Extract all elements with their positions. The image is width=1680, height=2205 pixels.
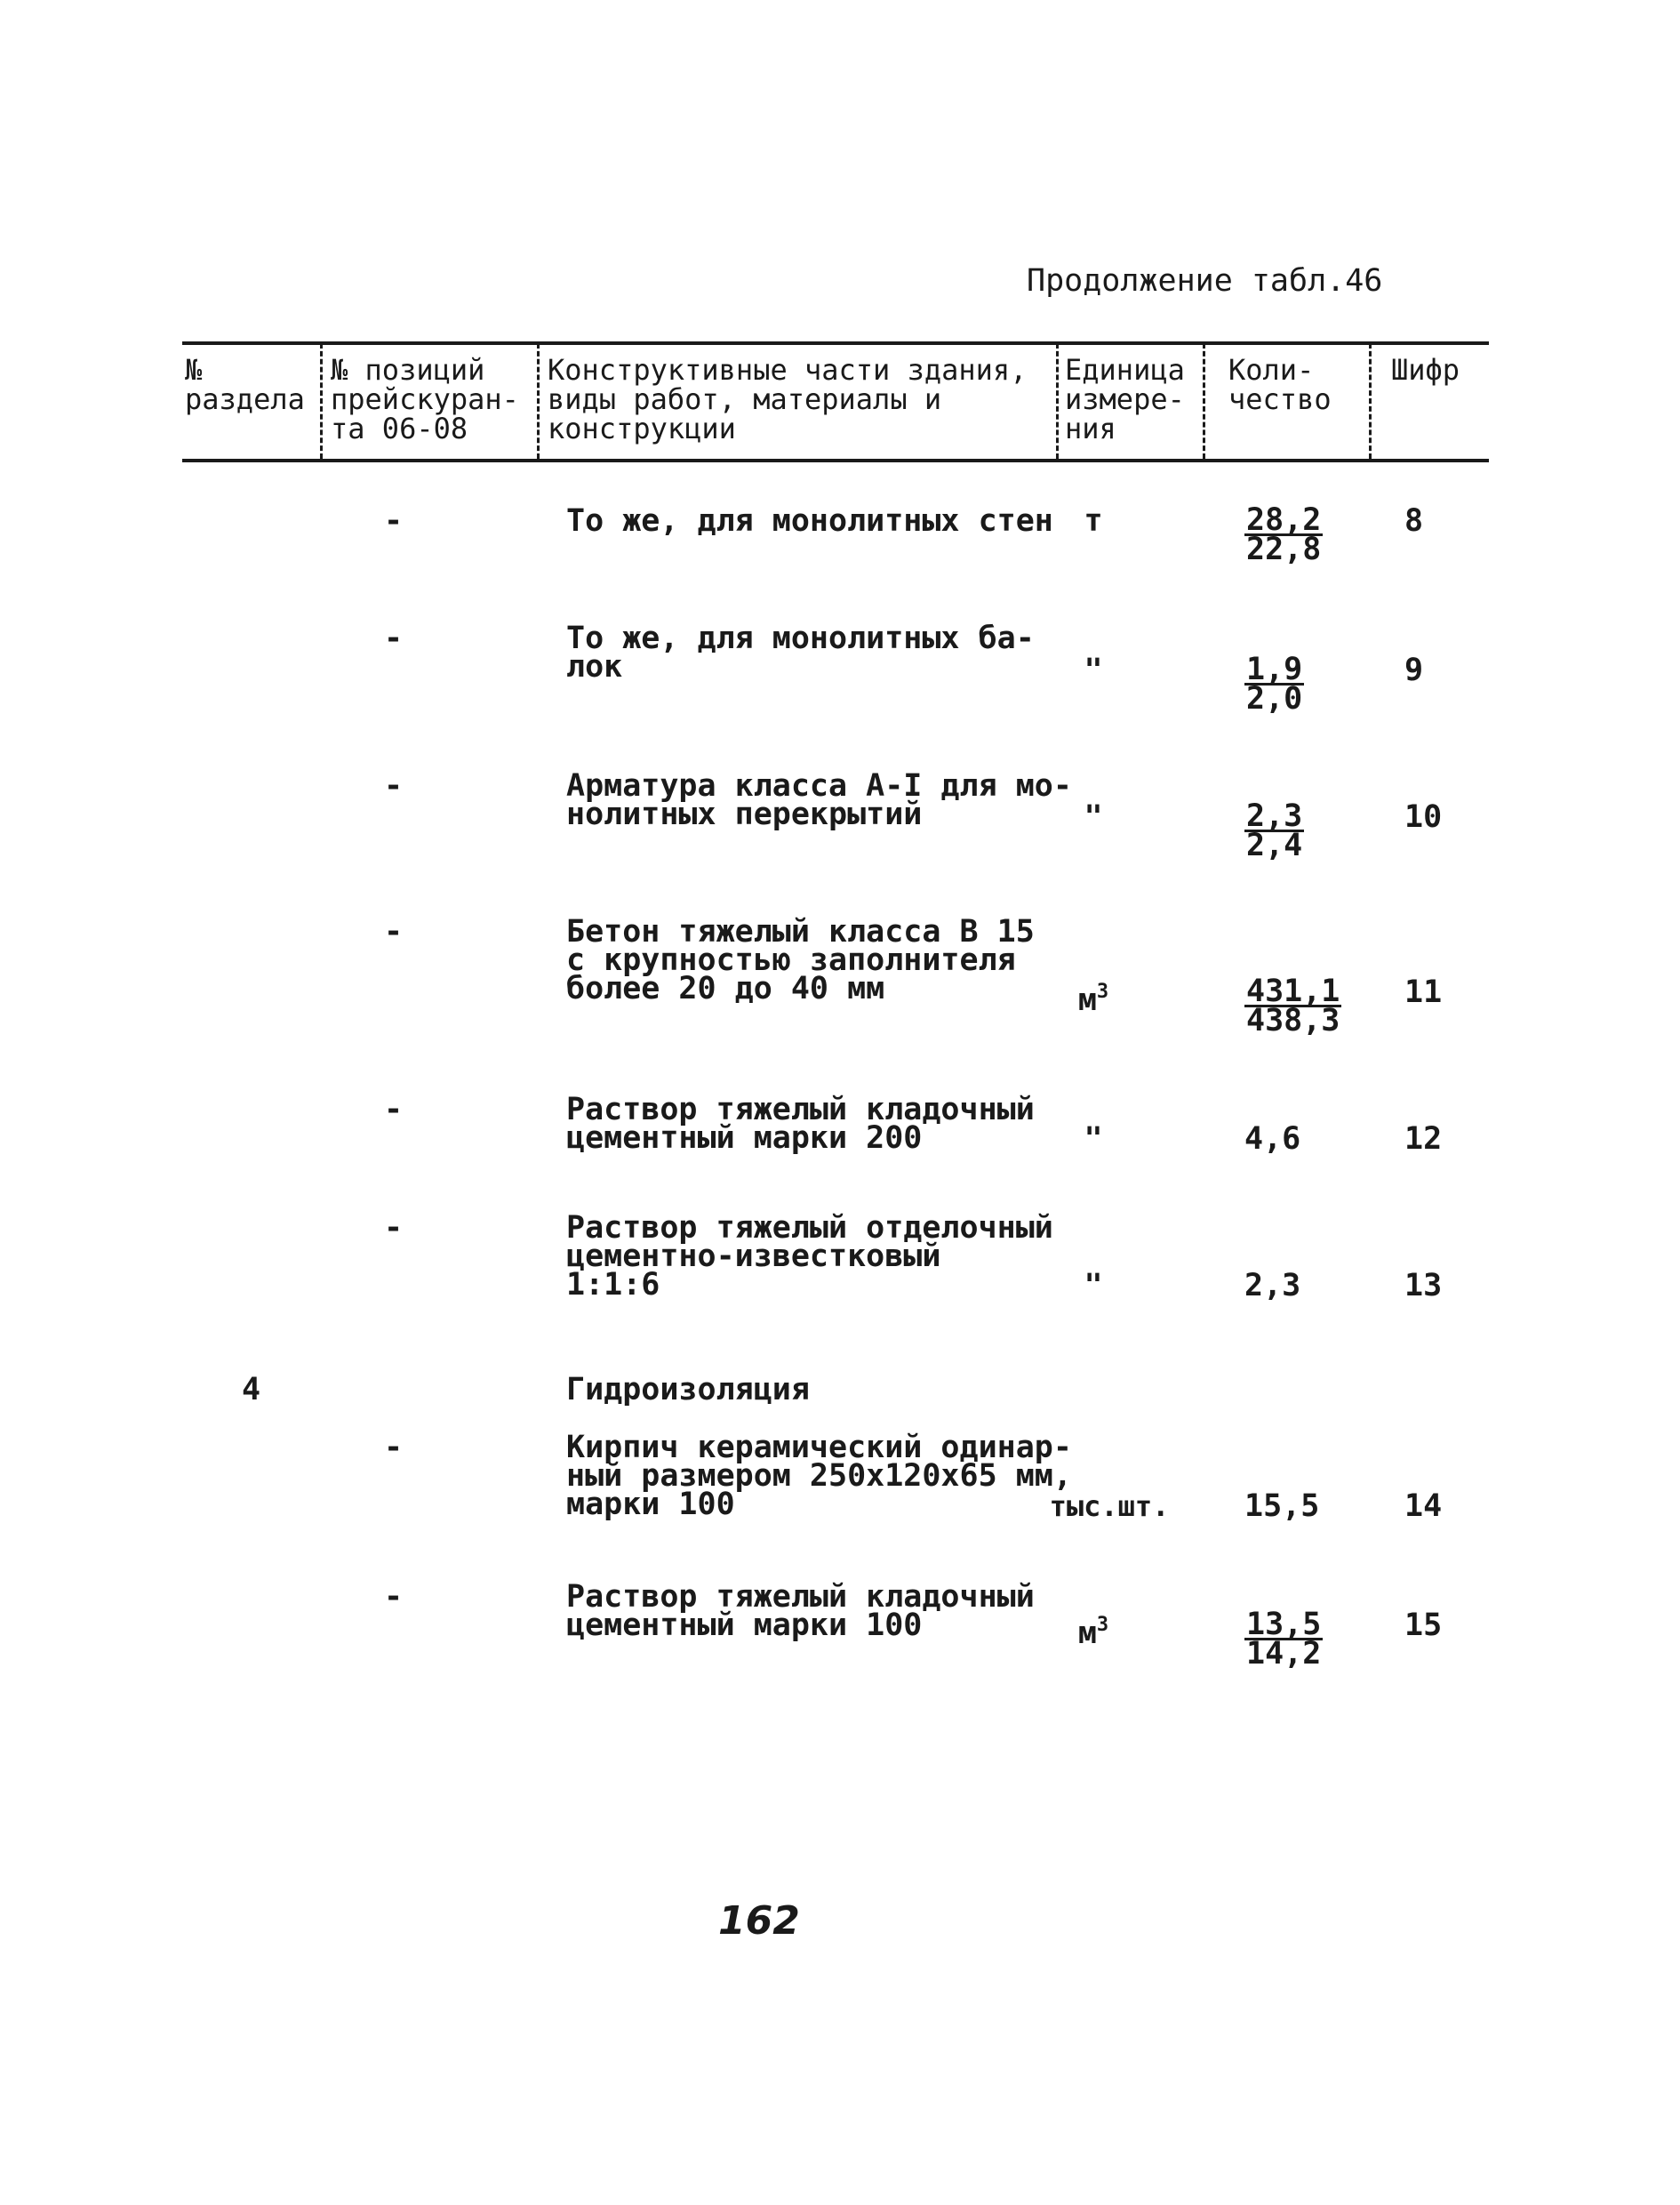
description-line: То же, для монолитных ба-: [566, 621, 1035, 656]
row-quantity: 15,5: [1244, 1488, 1320, 1524]
row-unit: ": [1084, 653, 1103, 688]
column-divider: [537, 343, 540, 459]
section-number: 4: [242, 1372, 261, 1407]
description-line: более 20 до 40 мм: [566, 971, 885, 1006]
row-code: 13: [1404, 1268, 1443, 1303]
header-line: та 06-08: [331, 412, 468, 445]
column-divider: [1203, 343, 1205, 459]
description-line: нолитных перекрытий: [566, 797, 923, 832]
description-line: Арматура класса А-I для мо-: [566, 768, 1072, 804]
row-code: 8: [1404, 503, 1424, 539]
header-position: [331, 353, 519, 445]
description-line: лок: [566, 649, 623, 685]
quantity-denominator: 22,8: [1246, 532, 1322, 567]
section-title: [566, 1372, 810, 1407]
quantity-numerator: 13,5: [1246, 1607, 1322, 1642]
row-unit: [1049, 1611, 1138, 1651]
quantity-denominator: 2,0: [1246, 681, 1303, 717]
unit-exponent: 3: [1096, 981, 1109, 1003]
header-line: Коли-: [1228, 353, 1315, 387]
column-divider: [1056, 343, 1059, 459]
quantity-fraction: [1244, 652, 1304, 717]
header-line: Единица: [1065, 353, 1185, 387]
row-description: [566, 1210, 1053, 1303]
column-divider: [1369, 343, 1372, 459]
row-position-dash: -: [384, 1579, 404, 1615]
description-line: с крупностью заполнителя: [566, 942, 1016, 978]
quantity-denominator: 14,2: [1246, 1636, 1322, 1672]
row-code: 9: [1404, 653, 1424, 688]
description-line: марки 100: [566, 1487, 735, 1522]
row-quantity: 4,6: [1244, 1121, 1301, 1157]
description-line: Бетон тяжелый класса В 15: [566, 914, 1035, 950]
header-line: ния: [1065, 412, 1116, 445]
row-unit: ": [1084, 1121, 1103, 1157]
header-line: виды работ, материалы и: [548, 382, 942, 416]
row-code: 15: [1404, 1608, 1443, 1643]
row-position-dash: -: [384, 768, 404, 804]
row-description: [566, 1092, 1035, 1156]
column-divider: [320, 343, 323, 459]
description-line: цементный марки 200: [566, 1120, 923, 1156]
quantity-numerator: 28,2: [1246, 502, 1322, 538]
unit-exponent: 3: [1096, 1614, 1109, 1636]
header-line: №: [185, 353, 203, 387]
description-line: То же, для монолитных стен: [566, 503, 1053, 539]
header-line: чество: [1228, 382, 1332, 416]
row-description: [566, 768, 1072, 832]
row-quantity: [1244, 974, 1341, 1038]
header-line: Конструктивные части здания,: [548, 353, 1028, 387]
row-code: 12: [1404, 1121, 1443, 1157]
row-description: [566, 1579, 1035, 1643]
table-continuation-label: Продолжение табл.46: [1027, 263, 1383, 299]
description-line: 1:1:6: [566, 1267, 660, 1303]
quantity-denominator: 438,3: [1246, 1003, 1340, 1038]
table-top-rule: [182, 341, 1489, 345]
header-code: [1391, 353, 1460, 387]
unit-text: м: [1077, 1616, 1097, 1651]
row-quantity: [1244, 798, 1304, 863]
page-number: 162: [718, 1898, 800, 1944]
row-quantity: [1244, 502, 1323, 567]
quantity-numerator: 1,9: [1246, 652, 1303, 687]
description-line: ный размером 250х120х65 мм,: [566, 1458, 1072, 1494]
row-code: 14: [1404, 1488, 1443, 1524]
row-quantity: 2,3: [1244, 1268, 1301, 1303]
header-line: измере-: [1065, 382, 1185, 416]
description-line: Раствор тяжелый кладочный: [566, 1579, 1035, 1615]
row-unit: ": [1084, 1268, 1103, 1303]
row-position-dash: -: [384, 1210, 404, 1246]
description-line: цементный марки 100: [566, 1608, 923, 1643]
quantity-fraction: [1244, 1607, 1323, 1672]
header-line: Шифр: [1391, 353, 1460, 387]
header-line: раздела: [185, 382, 305, 416]
row-description: [566, 1430, 1072, 1522]
row-quantity: [1244, 1607, 1323, 1672]
row-quantity: [1244, 652, 1304, 717]
quantity-denominator: 2,4: [1246, 828, 1303, 863]
quantity-fraction: [1244, 798, 1304, 863]
row-position-dash: -: [384, 503, 404, 539]
header-unit: [1065, 353, 1185, 445]
header-quantity: [1228, 353, 1332, 416]
header-description: [548, 353, 1028, 445]
row-code: 10: [1404, 799, 1443, 835]
description-line: Гидроизоляция: [566, 1372, 810, 1407]
row-unit: [1049, 978, 1138, 1018]
description-line: Раствор тяжелый кладочный: [566, 1092, 1035, 1127]
header-section: [185, 353, 305, 416]
description-line: Раствор тяжелый отделочный: [566, 1210, 1053, 1246]
row-description: [566, 914, 1035, 1006]
table-header-bottom-rule: [182, 459, 1489, 462]
description-line: Кирпич керамический одинар-: [566, 1430, 1072, 1465]
row-description: [566, 621, 1035, 685]
row-unit: т: [1084, 503, 1103, 539]
header-line: конструкции: [548, 412, 736, 445]
quantity-numerator: 2,3: [1246, 798, 1303, 834]
quantity-numerator: 431,1: [1246, 974, 1340, 1009]
quantity-fraction: [1244, 502, 1323, 567]
row-code: 11: [1404, 974, 1443, 1010]
row-position-dash: -: [384, 1430, 404, 1465]
row-unit: тыс.шт.: [1049, 1489, 1170, 1523]
row-position-dash: -: [384, 1092, 404, 1127]
row-unit: ": [1084, 799, 1103, 835]
unit-text: м: [1077, 982, 1097, 1018]
row-position-dash: -: [384, 914, 404, 950]
header-line: прейскуран-: [331, 382, 519, 416]
header-line: № позиций: [331, 353, 485, 387]
description-line: цементно-известковый: [566, 1239, 941, 1274]
quantity-fraction: [1244, 974, 1341, 1038]
row-description: [566, 503, 1053, 539]
row-position-dash: -: [384, 621, 404, 656]
